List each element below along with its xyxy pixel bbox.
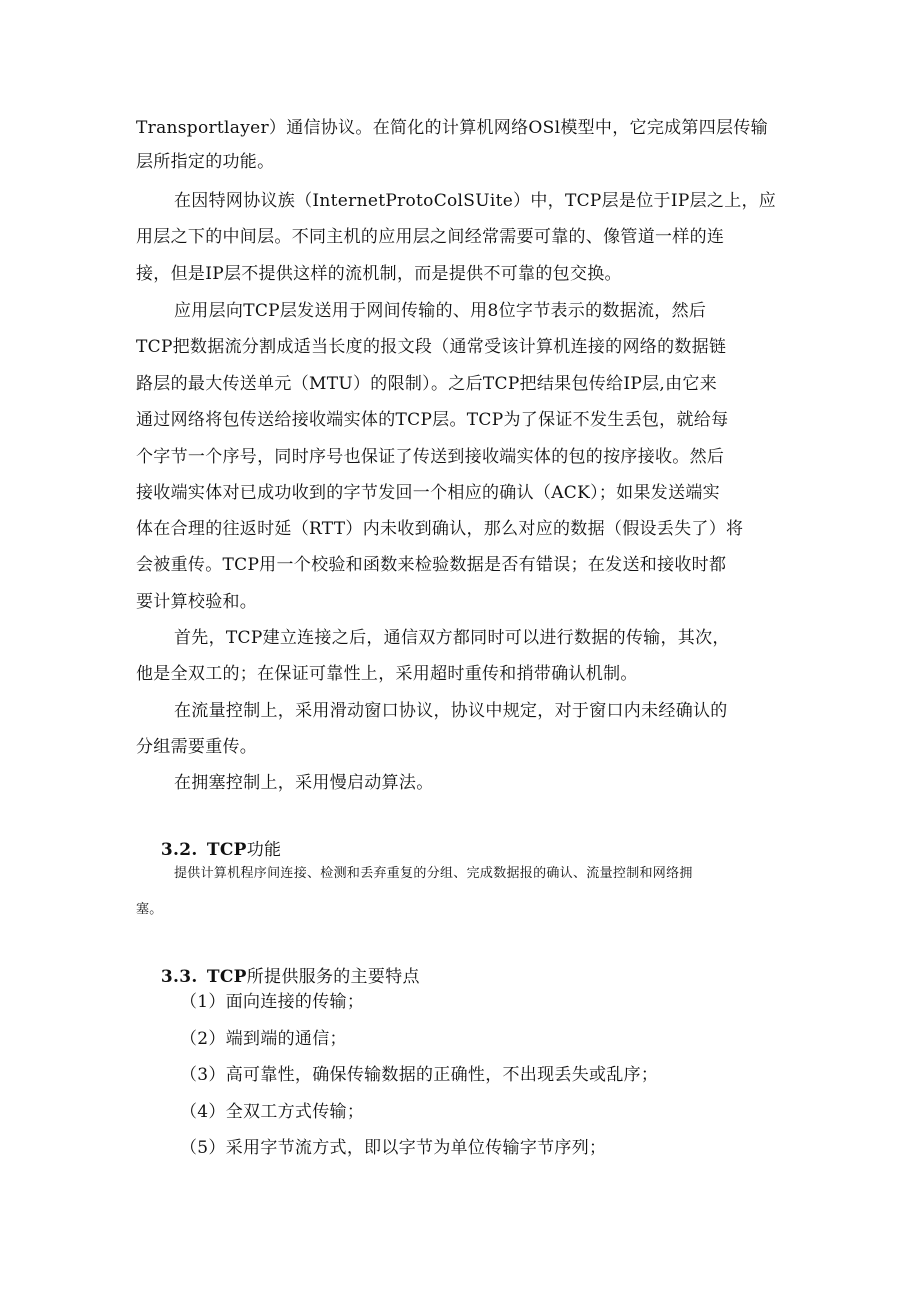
paragraph-line: 他是全双工的；在保证可靠性上，采用超时重传和捎带确认机制。 <box>136 664 638 684</box>
list-item: （5）采用字节流方式，即以字节为单位传输字节序列； <box>180 1138 607 1158</box>
section-title-bold: TCP <box>206 840 247 860</box>
paragraph-line: TCP把数据流分割成适当长度的报文段（通常受该计算机连接的网络的数据链 <box>136 337 727 357</box>
paragraph-line: 在因特网协议族（InternetProtoColSUite）中，TCP层是位于IP层之上，应 <box>174 191 777 211</box>
list-item: （1）面向连接的传输； <box>180 992 365 1012</box>
paragraph-line: 要计算校验和。 <box>136 592 258 612</box>
list-item: （4）全双工方式传输； <box>180 1102 365 1122</box>
paragraph-line: 用层之下的中间层。不同主机的应用层之间经常需要可靠的、像管道一样的连 <box>136 227 725 247</box>
section-body-line: 塞。 <box>136 902 163 917</box>
section-title: 功能 <box>246 840 282 860</box>
section-body-line: 提供计算机程序间连接、检测和丢弃重复的分组、完成数据报的确认、流量控制和网络拥 <box>174 866 693 881</box>
paragraph-line: 分组需要重传。 <box>136 737 258 757</box>
paragraph-line: 接，但是IP层不提供这样的流机制，而是提供不可靠的包交换。 <box>136 264 622 284</box>
paragraph-line: 首先，TCP建立连接之后，通信双方都同时可以进行数据的传输，其次， <box>174 628 730 648</box>
list-item: （2）端到端的通信； <box>180 1029 347 1049</box>
section-number: 3.3. <box>160 967 198 987</box>
paragraph-line: 应用层向TCP层发送用于网间传输的、用8位字节表示的数据流，然后 <box>174 301 707 321</box>
paragraph-line: 在流量控制上，采用滑动窗口协议，协议中规定，对于窗口内未经确认的 <box>174 701 728 721</box>
paragraph-line: 通过网络将包传送给接收端实体的TCP层。TCP为了保证不发生丢包，就给每 <box>136 410 729 430</box>
section-title-bold: TCP <box>206 967 247 987</box>
list-item: （3）高可靠性，确保传输数据的正确性，不出现丢失或乱序； <box>180 1065 659 1085</box>
paragraph-line: 路层的最大传送单元（MTU）的限制）。之后TCP把结果包传给IP层,由它来 <box>136 374 718 394</box>
paragraph-line: Transportlayer）通信协议。在简化的计算机网络OSl模型中，它完成第四层传输 <box>136 118 768 138</box>
section-title: 所提供服务的主要特点 <box>246 967 420 987</box>
paragraph-line: 接收端实体对已成功收到的字节发回一个相应的确认（ACK）；如果发送端实 <box>136 483 720 503</box>
paragraph-line: 在拥塞控制上，采用慢启动算法。 <box>174 773 434 793</box>
paragraph-line: 会被重传。TCP用一个校验和函数来检验数据是否有错误；在发送和接收时都 <box>136 555 727 575</box>
paragraph-line: 体在合理的往返时延（RTT）内未收到确认，那么对应的数据（假设丢失了）将 <box>136 519 744 539</box>
paragraph-line: 层所指定的功能。 <box>136 152 275 172</box>
section-number: 3.2. <box>160 840 198 860</box>
paragraph-line: 个字节一个序号，同时序号也保证了传送到接收端实体的包的按序接收。然后 <box>136 447 725 467</box>
